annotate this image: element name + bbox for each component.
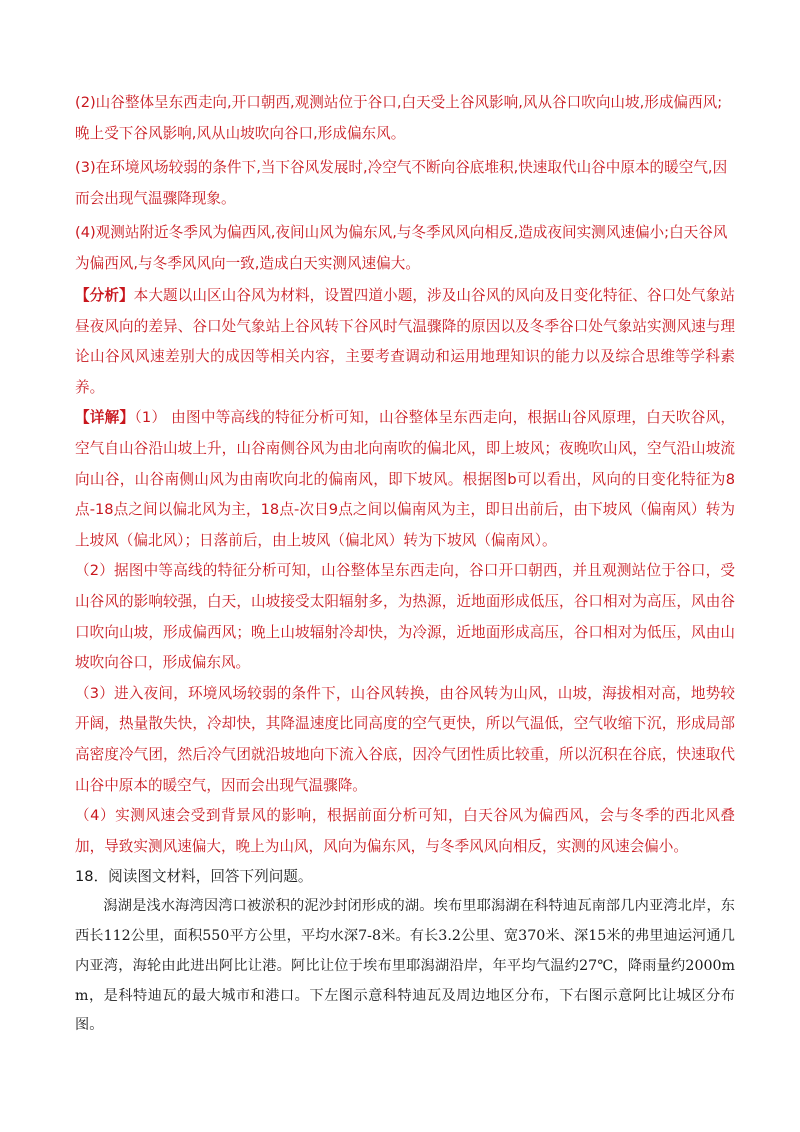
analysis-section [75, 281, 735, 403]
question-18-material: 潟湖是浅水海湾因湾口被淤积的泥沙封闭形成的湖。埃布里耶潟湖在科特迪瓦南部几内亚湾北岸，东西长112公里，面积550平方公里，平均水深7-8米。有长3.2公里、宽370米、深15米的弗里迪运河通几内亚湾，海轮由此进出阿比让港。阿比让位于埃布里耶潟湖沿岸，年平均气温约27℃，降雨量约2000mm，是科特迪瓦的最大城市和港口。下左图示意科特迪瓦及周边地区分布，下右图示意阿比让城区分布图。 [75, 898, 735, 1034]
detail-paragraph-3: （3）进入夜间，环境风场较弱的条件下，山谷风转换，由谷风转为山风，山坡，海拔相对高，地势较开阔，热量散失快，冷却快，其降温速度比同高度的空气更快，所以气温低，空气收缩下沉，形成局部高密度冷气团，然后冷气团就沿坡地向下流入谷底，因冷气团性质比较重，所以沉积在谷底，快速取代山谷中原本的暖空气，因而会出现气温骤降。 [75, 684, 735, 794]
detail-paragraph-4: （4）实测风速会受到背景风的影响，根据前面分析可知，白天谷风为偏西风，会与冬季的西北风叠加，导致实测风速偏大，晚上为山风，风向为偏东风，与冬季风风向相反，实测的风速会偏小。 [75, 807, 735, 855]
question-18-heading: 18．阅读图文材料，回答下列问题。 [75, 868, 313, 886]
answer-4: (4)观测站附近冬季风为偏西风,夜间山风为偏东风,与冬季风风向相反,造成夜间实测风速偏小;白天谷风为偏西风,与冬季风风向一致,造成白天实测风速偏大。 [75, 224, 728, 272]
answer-3: (3)在环境风场较弱的条件下,当下谷风发展时,冷空气不断向谷底堆积,快速取代山谷中原本的暖空气,因而会出现气温骤降现象。 [75, 159, 728, 207]
detail-paragraph-1 [75, 403, 735, 556]
answer-2: (2)山谷整体呈东西走向,开口朝西,观测站位于谷口,白天受上谷风影响,风从谷口吹向山坡,形成偏西风;晚上受下谷风影响,风从山坡吹向谷口,形成偏东风。 [75, 94, 723, 142]
analysis-tag: 【分析】 [75, 287, 134, 304]
detail-paragraph-2: （2）据图中等高线的特征分析可知，山谷整体呈东西走向，谷口开口朝西，并且观测站位于谷口，受山谷风的影响较强，白天，山坡接受太阳辐射多，为热源，近地面形成低压，谷口相对为高压，风由谷口吹向山坡，形成偏西风；晚上山坡辐射冷却快，为冷源，近地面形成高压，谷口相对为低压，风由山坡吹向谷口，形成偏东风。 [75, 562, 735, 672]
document-page [75, 88, 735, 1041]
analysis-text: 本大题以山区山谷风为材料，设置四道小题，涉及山谷风的风向及日变化特征、谷口处气象站昼夜风向的差异、谷口处气象站上谷风转下谷风时气温骤降的原因以及冬季谷口处气象站实测风速与理论山谷风风速差别大的成因等相关内容，主要考查调动和运用地理知识的能力以及综合思维等学科素养。 [75, 287, 735, 396]
detail-text-1: （1） 由图中等高线的特征分析可知，山谷整体呈东西走向，根据山谷风原理，白天吹谷风，空气自山谷沿山坡上升，山谷南侧谷风为由北向南吹的偏北风，即上坡风；夜晚吹山风，空气沿山坡流向山谷，山谷南侧山风为由南吹向北的偏南风，即下坡风。根据图b可以看出，风向的日变化特征为8点-18点之间以偏北风为主，18点-次日9点之间以偏南风为主，即日出前后，由下坡风（偏南风）转为上坡风（偏北风）；日落前后，由上坡风（偏北风）转为下坡风（偏南风）。 [75, 409, 735, 549]
detail-tag: 【详解】 [75, 409, 135, 427]
